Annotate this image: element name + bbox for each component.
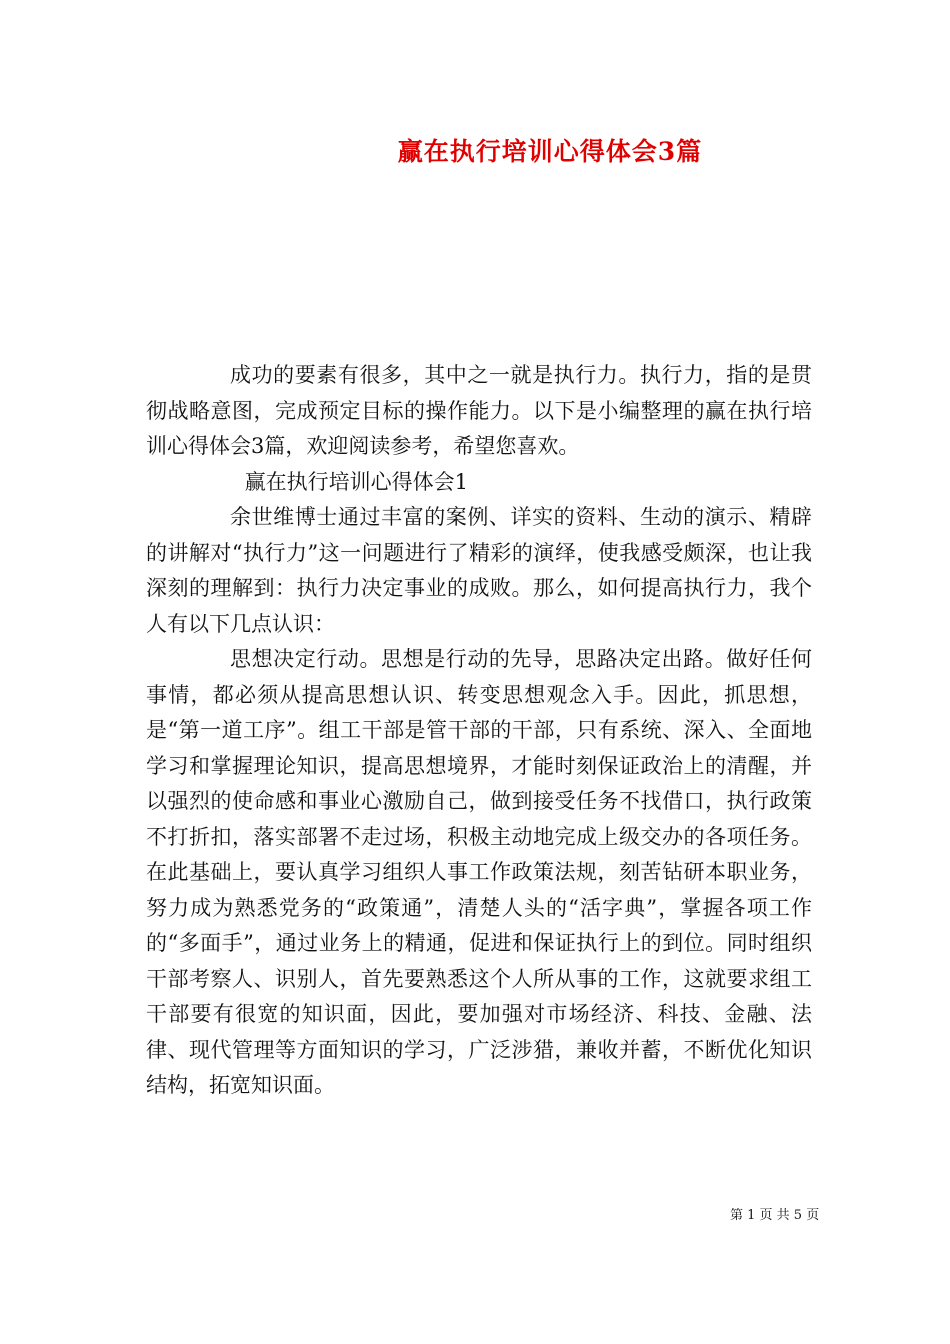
body-paragraph: 余世维博士通过丰富的案例、详实的资料、生动的演示、精辟的讲解对“执行力”这一问题进行了精彩的演绎，使我感受颇深，也让我深刻的理解到：执行力决定事业的成败。那么，如何提高执行力，我个人有以下几点认识： (146, 505, 812, 636)
section-heading: 赢在执行培训心得体会1 (244, 469, 469, 494)
document-body (146, 358, 812, 1104)
intro-paragraph: 成功的要素有很多，其中之一就是执行力。执行力，指的是贯彻战略意图，完成预定目标的操作能力。以下是小编整理的赢在执行培训心得体会3篇，欢迎阅读参考，希望您喜欢。 (146, 363, 812, 458)
body-paragraph: 思想决定行动。思想是行动的先导，思路决定出路。做好任何事情，都必须从提高思想认识、转变思想观念入手。因此，抓思想，是“第一道工序”。组工干部是管干部的干部，只有系统、深入、全面地学习和掌握理论知识，提高思想境界，才能时刻保证政治上的清醒，并以强烈的使命感和事业心激励自己，做到接受任务不找借口，执行政策不打折扣，落实部署不走过场，积极主动地完成上级交办的各项任务。在此基础上，要认真学习组织人事工作政策法规，刻苦钻研本职业务，努力成为熟悉党务的“政策通”，清楚人头的“活字典”，掌握各项工作的“多面手”，通过业务上的精通，促进和保证执行上的到位。同时组织干部考察人、识别人，首先要熟悉这个人所从事的工作，这就要求组工干部要有很宽的知识面，因此，要加强对市场经济、科技、金融、法律、现代管理等方面知识的学习，广泛涉猎，兼收并蓄，不断优化知识结构，拓宽知识面。 (146, 647, 812, 1097)
document-title: 赢在执行培训心得体会3篇 (397, 137, 703, 166)
page-number: 第 1 页 共 5 页 (730, 1208, 820, 1223)
